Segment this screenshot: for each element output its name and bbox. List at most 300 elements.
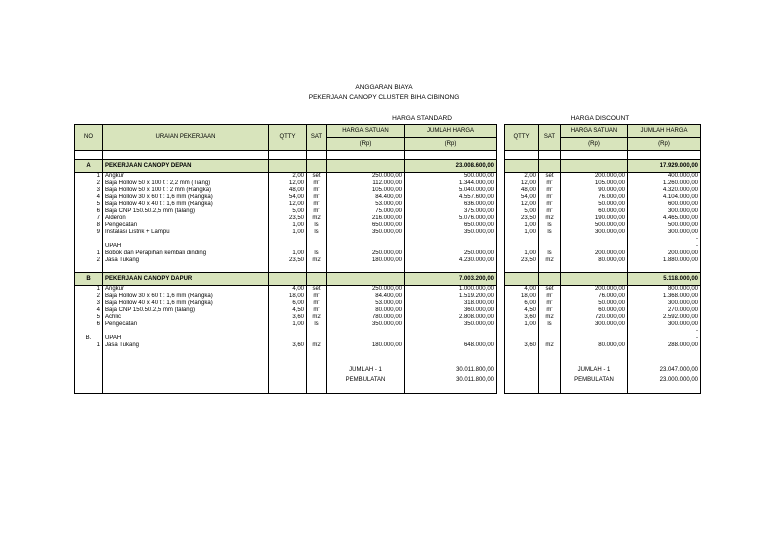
item-description: Baja Hollow 50 x 100 t : 2 mm (Rangka) [103,187,269,194]
item-description: Baja CNP 150.50.2,5 mm (talang) [103,307,269,314]
empty-cell [307,335,327,342]
rounding-row [75,375,497,385]
section-row [505,273,701,286]
empty-cell [307,385,327,394]
empty-cell [539,349,561,357]
empty-cell [269,335,307,342]
empty-cell [628,385,701,394]
item-unit-price: 53.000,00 [327,201,405,208]
total-row [75,365,497,375]
header-row [505,125,701,138]
blank-row [75,357,497,365]
empty-cell [269,151,307,160]
item-amount: 300.000,00 [628,321,701,328]
item-unit-price: 90.000,00 [561,187,628,194]
item-amount: 4.320.000,00 [628,187,701,194]
blank-row [75,264,497,273]
empty-cell [75,349,103,357]
item-unit: set [307,286,327,294]
blank-row [505,264,701,273]
item-amount: 288.000,00 [628,342,701,349]
rounding-label: PEMBULATAN [327,375,405,385]
item-qty: 23,50 [505,257,539,264]
item-unit-price: 500.000,00 [561,222,628,229]
item-qty: 5,00 [505,208,539,215]
item-row [75,293,497,300]
item-qty: 3,60 [505,314,539,321]
header-qtty: QTTY [269,125,307,151]
dash-row [75,328,497,335]
empty-cell [269,349,307,357]
item-no: 1 [75,173,103,181]
item-row [75,300,497,307]
empty-cell [327,357,405,365]
item-amount: 1.368.000,00 [628,293,701,300]
item-unit: m' [307,187,327,194]
empty-cell [628,357,701,365]
item-amount: 500.000,00 [628,222,701,229]
item-qty: 48,00 [505,187,539,194]
label-text: UPAH [103,243,269,250]
empty-cell [561,160,628,173]
item-unit: m2 [539,215,561,222]
item-row [505,314,701,321]
item-qty: 12,00 [505,180,539,187]
empty-cell [505,335,539,342]
item-row [75,257,497,264]
item-qty: 1,00 [269,321,307,328]
item-row [75,307,497,314]
blank-row [505,357,701,365]
item-qty: 2,00 [269,173,307,181]
dash-cell: - [628,236,701,243]
item-unit-price: 200.000,00 [561,286,628,294]
section-row [75,160,497,173]
item-no: 2 [75,257,103,264]
item-qty: 1,00 [505,321,539,328]
item-description: Baja Hollow 30 x 60 t : 1,6 mm (Rangka) [103,293,269,300]
item-unit-price: 200.000,00 [561,173,628,181]
empty-cell [75,236,103,243]
item-unit: m' [539,187,561,194]
item-amount: 600.000,00 [628,201,701,208]
item-row [75,201,497,208]
blank-row [505,151,701,160]
item-qty: 23,50 [505,215,539,222]
item-no: 1 [75,342,103,349]
item-description: Jasa Tukang [103,257,269,264]
empty-cell [307,375,327,385]
item-row [505,215,701,222]
total-standard: 30.011.800,00 [405,365,497,375]
item-amount: 360.000,00 [405,307,497,314]
item-row [75,180,497,187]
item-unit-price: 60.000,00 [561,208,628,215]
item-no: 4 [75,194,103,201]
item-unit-price: 300.000,00 [561,321,628,328]
header-no: NO [75,125,103,151]
item-unit: m' [307,194,327,201]
item-description: Angkur [103,173,269,181]
item-unit-price: 60.000,00 [561,307,628,314]
item-amount: 1.880.000,00 [628,257,701,264]
standard-price-table [74,124,497,394]
empty-cell [539,365,561,375]
item-unit: ls [539,229,561,236]
item-unit-price: 180.000,00 [327,342,405,349]
empty-cell [307,264,327,273]
dash-cell: - [628,328,701,335]
item-row [75,194,497,201]
empty-cell [505,151,539,160]
item-qty: 48,00 [269,187,307,194]
item-unit: m2 [539,257,561,264]
section-no: A [75,160,103,173]
item-amount: 350.000,00 [405,229,497,236]
document-title: ANGGARAN BIAYA [355,84,413,91]
empty-cell [103,365,269,375]
empty-cell [539,273,561,286]
item-row [505,208,701,215]
item-qty: 18,00 [269,293,307,300]
item-amount: 300.000,00 [628,208,701,215]
document-subtitle: PEKERJAAN CANOPY CLUSTER BIHA CIBINONG [308,94,460,101]
item-qty: 18,00 [505,293,539,300]
header-jumlah-harga: JUMLAH HARGA [628,125,701,138]
empty-cell [561,349,628,357]
empty-cell [103,236,269,243]
empty-cell [628,151,701,160]
empty-cell [327,273,405,286]
item-description: Bobok dan Perapihan kembali dinding [103,250,269,257]
empty-cell [539,385,561,394]
empty-cell [505,273,539,286]
item-no: 6 [75,321,103,328]
empty-cell [327,236,405,243]
empty-cell [103,375,269,385]
section-total-discount: 5.118.000,00 [628,273,701,286]
empty-cell [103,349,269,357]
item-unit-price: 80.000,00 [561,342,628,349]
rounding-row [505,375,701,385]
group-discount-label: HARGA DISCOUNT [570,115,630,122]
empty-cell [628,264,701,273]
item-row [75,342,497,349]
item-unit-price: 80.000,00 [561,257,628,264]
empty-cell [269,264,307,273]
item-no: 1 [75,286,103,294]
item-row [505,342,701,349]
item-unit: set [539,286,561,294]
empty-cell [561,335,628,342]
header-harga-satuan: HARGA SATUAN [327,125,405,138]
section-total-standard: 23.008.600,00 [405,160,497,173]
item-unit: m' [307,307,327,314]
header-sat: SAT [539,125,561,151]
item-row [505,257,701,264]
empty-cell [561,236,628,243]
item-row [75,215,497,222]
item-unit-price: 250.000,00 [327,250,405,257]
item-no: 9 [75,229,103,236]
total-label: JUMLAH - 1 [327,365,405,375]
item-unit: m' [539,180,561,187]
item-description: Pengecatan [103,222,269,229]
item-unit: m' [539,307,561,314]
empty-cell [307,151,327,160]
item-unit-price: 105.000,00 [561,180,628,187]
item-description: Angkur [103,286,269,294]
rounding-discount: 23.000.000,00 [628,375,701,385]
item-no: 6 [75,208,103,215]
item-qty: 54,00 [269,194,307,201]
empty-cell [327,264,405,273]
empty-cell [628,349,701,357]
empty-cell [103,357,269,365]
label-row [75,335,497,342]
dash-row [505,236,701,243]
blank-row [75,151,497,160]
item-row [505,222,701,229]
item-unit: m' [307,293,327,300]
empty-cell [539,357,561,365]
item-qty: 4,00 [269,286,307,294]
empty-cell [505,160,539,173]
item-unit: m' [307,180,327,187]
header-rp: (Rp) [561,138,628,151]
label-row [75,243,497,250]
item-unit-price: 50.000,00 [561,300,628,307]
item-row [505,286,701,294]
item-unit-price: 250.000,00 [327,173,405,181]
item-amount: 648.000,00 [405,342,497,349]
rounding-label: PEMBULATAN [561,375,628,385]
empty-cell [539,328,561,335]
empty-cell [307,357,327,365]
item-no: 3 [75,187,103,194]
item-row [505,187,701,194]
empty-cell [269,385,307,394]
item-description: Baja Hollow 50 x 100 t : 2,2 mm (Tiang) [103,180,269,187]
item-unit: m2 [539,314,561,321]
section-no: B [75,273,103,286]
item-unit: m' [539,201,561,208]
item-description: Baja Hollow 40 x 40 t : 1,6 mm (Rangka) [103,300,269,307]
empty-cell [75,375,103,385]
item-amount: 1.000.000,00 [405,286,497,294]
item-description: Baja CNP 150.50.2,5 mm (talang) [103,208,269,215]
item-no: 7 [75,215,103,222]
item-unit: m2 [307,342,327,349]
item-description: Achlic [103,314,269,321]
empty-cell [269,243,307,250]
item-unit-price: 200.000,00 [561,250,628,257]
item-row [505,173,701,181]
item-row [75,208,497,215]
item-amount: 1.260.000,00 [628,180,701,187]
label-row [505,243,701,250]
item-amount: 5.040.000,00 [405,187,497,194]
empty-cell [75,357,103,365]
empty-cell [75,385,103,394]
item-unit: m2 [307,314,327,321]
empty-cell [307,328,327,335]
item-unit-price: 720.000,00 [561,314,628,321]
empty-cell [539,243,561,250]
item-unit-price: 180.000,00 [327,257,405,264]
section-total-discount: 17.929.000,00 [628,160,701,173]
item-unit: m' [539,208,561,215]
item-unit: m' [307,300,327,307]
empty-cell [505,236,539,243]
empty-cell [327,151,405,160]
item-amount: 350.000,00 [405,321,497,328]
item-no: 3 [75,300,103,307]
item-unit-price: 105.000,00 [327,187,405,194]
item-qty: 23,50 [269,257,307,264]
empty-cell [505,243,539,250]
empty-cell [505,375,539,385]
item-unit-price: 84.400,00 [327,293,405,300]
empty-cell [539,160,561,173]
item-row [505,300,701,307]
item-qty: 1,00 [269,250,307,257]
item-no: 5 [75,201,103,208]
blank-row [75,349,497,357]
empty-cell [505,328,539,335]
total-row [505,365,701,375]
item-unit: ls [307,229,327,236]
empty-cell [405,243,497,250]
item-unit: ls [539,250,561,257]
empty-cell [327,335,405,342]
item-unit: m2 [307,215,327,222]
empty-cell [561,151,628,160]
item-unit: m' [307,208,327,215]
item-amount: 1.519.200,00 [405,293,497,300]
item-unit-price: 75.000,00 [327,208,405,215]
empty-cell [307,243,327,250]
empty-cell [307,365,327,375]
item-unit: m' [539,194,561,201]
item-qty: 4,50 [505,307,539,314]
item-amount: 4.557.600,00 [405,194,497,201]
item-amount: 200.000,00 [628,250,701,257]
item-row [75,250,497,257]
item-amount: 5.076.000,00 [405,215,497,222]
empty-cell [405,264,497,273]
item-amount: 300.000,00 [628,300,701,307]
header-harga-satuan: HARGA SATUAN [561,125,628,138]
empty-cell [269,328,307,335]
item-row [75,286,497,294]
item-amount: 4.465.000,00 [628,215,701,222]
item-description: Baja Hollow 30 x 60 t : 1,6 mm (Rangka) [103,194,269,201]
item-no: 8 [75,222,103,229]
empty-cell [405,236,497,243]
item-qty: 12,00 [269,201,307,208]
empty-cell [269,273,307,286]
item-qty: 2,00 [505,173,539,181]
item-qty: 1,00 [505,250,539,257]
empty-cell [405,385,497,394]
item-description: Baja Hollow 40 x 40 t : 1,6 mm (Rangka) [103,201,269,208]
empty-cell [327,385,405,394]
item-qty: 54,00 [505,194,539,201]
item-unit-price: 300.000,00 [561,229,628,236]
empty-cell [75,151,103,160]
total-discount: 23.047.000,00 [628,365,701,375]
item-row [505,201,701,208]
item-amount: 2.592.000,00 [628,314,701,321]
item-amount: 250.000,00 [405,250,497,257]
item-amount: 4.104.000,00 [628,194,701,201]
empty-cell [505,365,539,375]
item-unit: ls [307,222,327,229]
empty-cell [539,151,561,160]
blank-row [75,385,497,394]
item-unit: ls [307,321,327,328]
empty-cell [561,385,628,394]
header-rp: (Rp) [327,138,405,151]
item-description: Instalasi Listrik + Lampu [103,229,269,236]
item-row [75,222,497,229]
empty-cell [539,375,561,385]
section-title: PEKERJAAN CANOPY DEPAN [103,160,269,173]
item-unit-price: 50.000,00 [561,201,628,208]
dash-row [75,236,497,243]
empty-cell [539,264,561,273]
item-amount: 4.230.000,00 [405,257,497,264]
item-amount: 318.000,00 [405,300,497,307]
item-amount: 650.000,00 [405,222,497,229]
empty-cell [505,264,539,273]
item-qty: 1,00 [269,229,307,236]
empty-cell [103,264,269,273]
item-unit-price: 76.000,00 [561,293,628,300]
empty-cell [307,160,327,173]
empty-cell [269,365,307,375]
item-unit-price: 80.000,00 [327,307,405,314]
item-row [75,321,497,328]
item-amount: 2.808.000,00 [405,314,497,321]
item-unit-price: 350.000,00 [327,229,405,236]
header-jumlah-harga: JUMLAH HARGA [405,125,497,138]
item-qty: 4,50 [269,307,307,314]
item-qty: 23,50 [269,215,307,222]
total-label: JUMLAH - 1 [561,365,628,375]
section-total-standard: 7.003.200,00 [405,273,497,286]
header-uraian: URAIAN PEKERJAAN [103,125,269,151]
empty-cell [505,357,539,365]
item-unit-price: 780.000,00 [327,314,405,321]
blank-row [505,385,701,394]
item-no: 4 [75,307,103,314]
item-row [505,293,701,300]
dash-cell: - [628,335,701,342]
item-row [75,173,497,181]
item-unit-price: 53.000,00 [327,300,405,307]
item-row [75,229,497,236]
empty-cell [103,385,269,394]
header-sat: SAT [307,125,327,151]
empty-cell [75,365,103,375]
empty-cell [561,264,628,273]
item-amount: 636.000,00 [405,201,497,208]
header-row [75,125,497,138]
item-unit: set [539,173,561,181]
empty-cell [269,160,307,173]
